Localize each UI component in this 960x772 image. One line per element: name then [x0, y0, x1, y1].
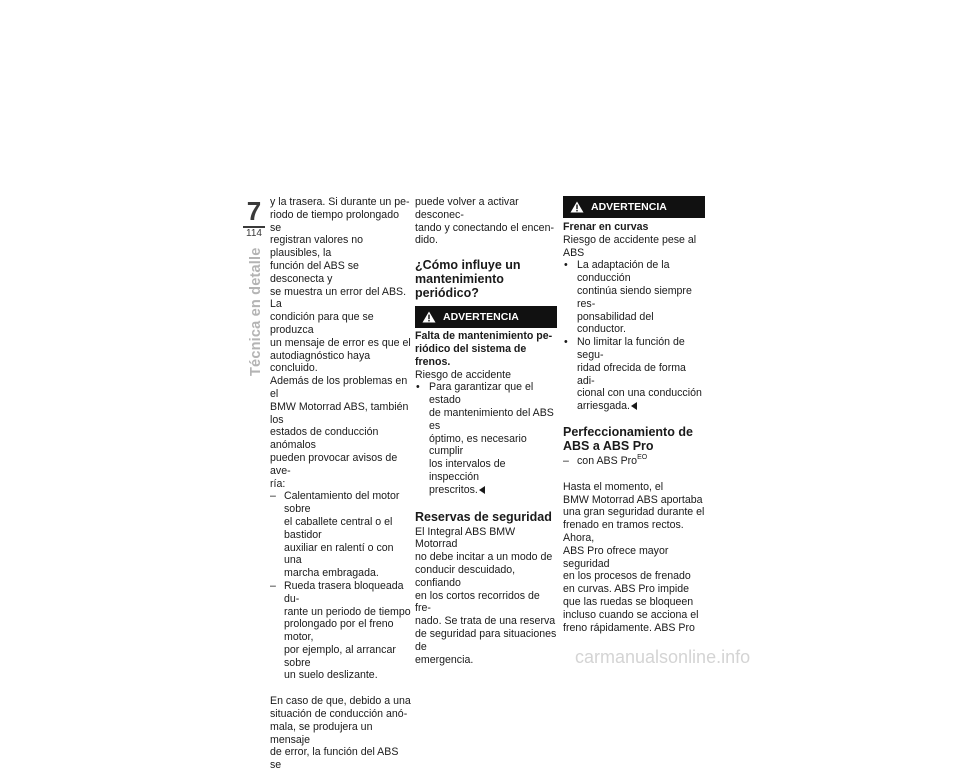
text-line: condición para que se produzca	[270, 311, 374, 336]
text-line: nado. Se trata de una reserva	[415, 615, 556, 628]
dash-item-text	[284, 490, 399, 579]
text-line: BMW Motorrad ABS aportaba	[563, 493, 703, 506]
text-line: en los procesos de frenado	[563, 570, 691, 583]
text-line: Falta de mantenimiento pe-	[415, 330, 553, 343]
text-line: emergencia.	[415, 653, 474, 666]
text-line: prescritos.	[429, 483, 478, 496]
bullet-mark: •	[416, 381, 420, 394]
text-line: ¿Cómo influye un	[415, 258, 521, 273]
text-line: y la trasera. Si durante un pe-	[270, 196, 410, 208]
warning-label: ADVERTENCIA	[443, 310, 519, 323]
dash-item	[270, 580, 412, 682]
text-line: óptimo, es necesario cumplir	[429, 432, 527, 458]
warning-subtitle: Riesgo de accidente	[415, 368, 511, 381]
option-code: EO	[637, 453, 648, 461]
text-line: los intervalos de inspección	[429, 458, 506, 483]
paragraph	[270, 695, 412, 772]
paragraph	[563, 481, 705, 635]
text-line: freno rápidamente. ABS Pro	[563, 621, 695, 634]
text-line: conducir descuidado, confiando	[415, 563, 516, 589]
bullet-mark: •	[564, 336, 568, 349]
text-line: el caballete central o el bastidor	[284, 515, 393, 541]
section-heading	[563, 425, 705, 453]
text-line: No limitar la función de segu-	[577, 336, 685, 361]
text-line: continúa siendo siempre res-	[577, 284, 692, 310]
text-line: marcha embragada.	[284, 567, 379, 580]
text-line: ría:	[270, 477, 286, 490]
chapter-number: 7	[246, 196, 262, 226]
warning-subtitle: Riesgo de accidente pese al ABS	[563, 233, 697, 259]
text-line: ABS a ABS Pro	[563, 438, 654, 453]
text-line: un mensaje de error es que el	[270, 336, 411, 349]
bullet-item	[415, 381, 557, 496]
text-line: El Integral ABS BMW Motorrad	[415, 525, 516, 551]
text-line: auxiliar en ralentí o con una	[284, 541, 394, 567]
text-line: ABS Pro ofrece mayor seguridad	[563, 544, 669, 570]
text-line: función del ABS se desconecta y	[270, 259, 359, 285]
bullet-item-text	[577, 259, 692, 335]
text-line: que las ruedas se bloqueen	[563, 595, 694, 608]
dash-item	[270, 490, 412, 580]
text-line: en curvas. ABS Pro impide	[563, 583, 690, 596]
column-2	[415, 196, 557, 666]
text-line: una gran seguridad durante el	[563, 506, 705, 519]
section-heading	[415, 258, 557, 300]
text-line: dido.	[415, 234, 438, 247]
warning-title	[415, 330, 557, 368]
text-line: Hasta el momento, el	[563, 480, 664, 493]
chapter-title: Técnica en detalle	[248, 247, 264, 376]
column-1	[270, 196, 412, 772]
dash-mark: –	[563, 454, 569, 467]
text-line: ridad ofrecida de forma adi-	[577, 361, 686, 387]
text-line: La adaptación de la conducción	[577, 259, 670, 285]
bullet-item-text	[577, 336, 702, 412]
text-line: de mantenimiento del ABS es	[429, 406, 554, 432]
warning-triangle-icon	[415, 311, 443, 323]
page-number: 114	[246, 228, 262, 239]
text-line: pueden provocar avisos de ave-	[270, 451, 398, 477]
warning-label: ADVERTENCIA	[591, 200, 667, 213]
bullet-item	[563, 259, 705, 336]
text-line: Perfeccionamiento de	[563, 424, 693, 439]
paragraph	[270, 196, 412, 490]
text-line: prolongado por el freno motor,	[284, 618, 394, 644]
warning-triangle-icon	[563, 201, 591, 213]
column-3	[563, 196, 705, 634]
text-line: autodiagnóstico haya concluido.	[270, 349, 371, 375]
text-line: mantenimiento periódico?	[415, 272, 504, 301]
text-line: En caso de que, debido a una	[270, 695, 411, 708]
text-line: Además de los problemas en el	[270, 375, 408, 400]
dash-item-text	[284, 580, 411, 682]
text-line: estados de conducción anómalos	[270, 426, 379, 452]
text-line: cional con una conducción	[577, 387, 702, 400]
bullet-item-text	[429, 381, 554, 495]
paragraph	[415, 526, 557, 667]
text-line: puede volver a activar desconec-	[415, 196, 519, 221]
dash-mark: –	[270, 490, 276, 503]
text-line: Rueda trasera bloqueada du-	[284, 579, 404, 605]
text-line: Calentamiento del motor sobre	[284, 490, 400, 516]
text-line: riódico del sistema de frenos.	[415, 342, 527, 368]
text-line: no debe incitar a un modo de	[415, 551, 553, 564]
option-line	[563, 455, 705, 468]
warning-banner	[563, 196, 705, 218]
text-line: riodo de tiempo prolongado se	[270, 208, 399, 234]
text-line: arriesgada.	[577, 400, 630, 413]
dash-mark: –	[270, 579, 276, 592]
text-line: tando y conectando el encen-	[415, 221, 554, 234]
text-line: registran valores no plausibles, la	[270, 234, 364, 260]
text-line: frenado en tramos rectos. Ahora,	[563, 519, 684, 544]
warning-banner	[415, 306, 557, 328]
text-line: de error, la función del ABS se	[270, 746, 399, 772]
text-line: por ejemplo, al arrancar sobre	[284, 643, 396, 669]
text-line: situación de conducción anó-	[270, 708, 408, 721]
text-line: incluso cuando se acciona el	[563, 608, 699, 621]
paragraph	[415, 196, 557, 247]
text-line: ponsabilidad del conductor.	[577, 310, 654, 336]
watermark: carmanualsonline.info	[575, 647, 751, 667]
text-line: mala, se produjera un mensaje	[270, 720, 373, 746]
option-text: con ABS Pro	[577, 454, 638, 467]
text-line: se muestra un error del ABS. La	[270, 285, 407, 311]
bullet-mark: •	[564, 259, 568, 272]
section-heading: Reservas de seguridad	[415, 509, 552, 524]
text-line: BMW Motorrad ABS, también los	[270, 400, 409, 426]
text-line: de seguridad para situaciones de	[415, 627, 557, 653]
end-mark-icon	[479, 486, 485, 494]
bullet-item	[563, 336, 705, 413]
text-line: un suelo deslizante.	[284, 669, 378, 682]
text-line: en los cortos recorridos de fre-	[415, 589, 540, 615]
end-mark-icon	[631, 402, 637, 410]
text-line: rante un periodo de tiempo	[284, 605, 411, 618]
warning-title: Frenar en curvas	[563, 221, 649, 233]
text-line: Para garantizar que el estado	[429, 381, 534, 407]
